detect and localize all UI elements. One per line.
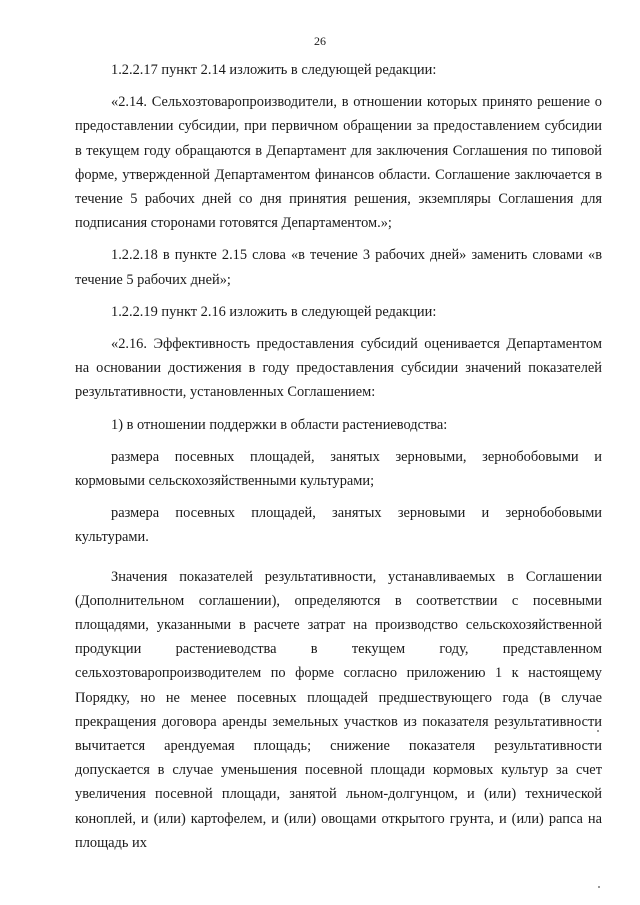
paragraph-crop-support: 1) в отношении поддержки в области растениеводства: [111,416,448,433]
scan-speck [598,886,600,888]
page-number: 26 [314,34,326,48]
paragraph-1-2-2-18: 1.2.2.18 в пункте 2.15 слова «в течение 3 рабочих дней» заменить словами «в течение 5 рабочих дней»; [75,247,602,288]
paragraph-indicator-2: размера посевных площадей, занятых зерновыми и зернобобовыми культурами. [75,505,602,546]
paragraph-1-2-2-19: 1.2.2.19 пункт 2.16 изложить в следующей редакции: [111,303,437,320]
paragraph-indicator-values: Значения показателей результативности, устанавливаемых в Соглашении (Дополнительном соглашении), определяются в соответствии с посевными площадями, указанными в расчете затрат на производство сельскохозяйственной продукции растениеводства в текущем году, представленном сельхозтоваропроизводителем по форме согласно приложению 1 к настоящему Порядку, но не менее посевных площадей предшествующего года (в случае прекращения договора аренды земельных участков из показателя результативности вычитается арендуемая площадь; снижение показателя результативности допускается в случае уменьшения посевной площади кормовых культур за счет увеличения посевной площади, занятой льном-долгунцом, и (или) технической коноплей, и (или) картофелем, и (или) овощами открытого грунта, и (или) рапса на площадь их [75,568,602,851]
document-body [75,58,602,863]
paragraph-1-2-2-17: 1.2.2.17 пункт 2.14 изложить в следующей редакции: [111,62,437,78]
scan-speck [597,730,599,732]
paragraph-2-14-text: «2.14. Сельхозтоваропроизводители, в отношении которых принято решение о предоставлении субсидии, при первичном обращении за предоставлением субсидии в текущем году обращаются в Департамент для заключения Соглашения по типовой форме, утвержденной Департаментом финансов области. Соглашение заключается в течение 5 рабочих дней со дня принятия решения, экземпляры Соглашения для подписания сторонами готовятся Департаментом.»; [75,94,602,232]
paragraph-2-16-text: «2.16. Эффективность предоставления субсидий оценивается Департаментом на основании достижения в году предоставления субсидии значений показателей результативности, установленных Соглашением: [75,336,602,401]
paragraph-indicator-1: размера посевных площадей, занятых зерновыми, зернобобовыми и кормовыми сельскохозяйственными культурами; [75,448,602,490]
